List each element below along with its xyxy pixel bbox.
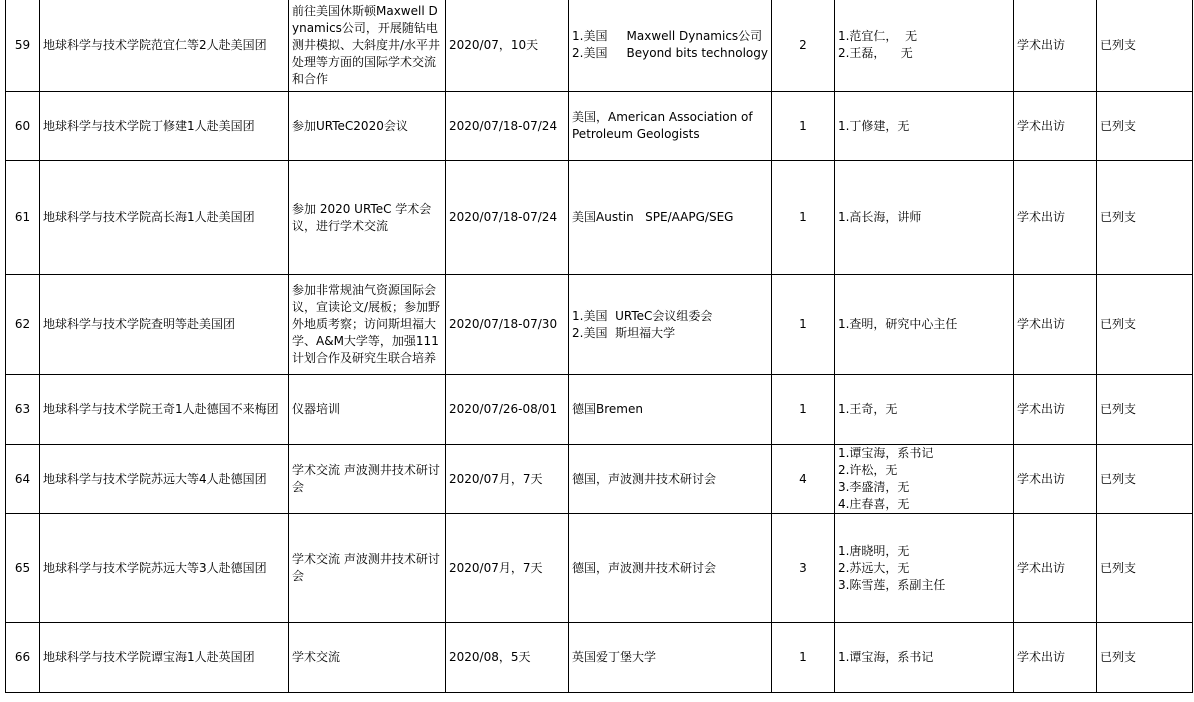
cell-status: 已列支 bbox=[1096, 623, 1192, 693]
members-line: 1.查明，研究中心主任 bbox=[837, 317, 958, 331]
members-line: 3.陈雪莲，系副主任 bbox=[837, 577, 946, 592]
dest-line: 美国Austin SPE/AAPG/SEG bbox=[572, 210, 734, 224]
cell-members bbox=[834, 92, 1013, 161]
cell-task: 仪器培训 bbox=[289, 375, 446, 445]
table-row bbox=[6, 161, 1193, 275]
cell-time: 2020/07月，7天 bbox=[446, 445, 569, 514]
cell-task: 学术交流 声波测井技术研讨会 bbox=[289, 514, 446, 623]
cell-task: 学术交流 声波测井技术研讨会 bbox=[289, 445, 446, 514]
cell-members bbox=[834, 161, 1013, 275]
cell-count: 1 bbox=[771, 623, 834, 693]
members-line: 4.庄春喜，无 bbox=[837, 497, 910, 511]
cell-time: 2020/07月，7天 bbox=[446, 514, 569, 623]
cell-no: 62 bbox=[6, 275, 40, 375]
cell-count: 1 bbox=[771, 375, 834, 445]
cell-members bbox=[834, 275, 1013, 375]
cell-no: 61 bbox=[6, 161, 40, 275]
cell-task: 参加URTeC2020会议 bbox=[289, 92, 446, 161]
dest-line: 德国，声波测井技术研讨会 bbox=[572, 560, 717, 575]
cell-team: 地球科学与技术学院苏远大等3人赴德国团 bbox=[40, 514, 289, 623]
cell-status: 已列支 bbox=[1096, 275, 1192, 375]
cell-dest bbox=[569, 275, 772, 375]
dest-line: 英国爱丁堡大学 bbox=[572, 650, 657, 664]
cell-team: 地球科学与技术学院丁修建1人赴美国团 bbox=[40, 92, 289, 161]
cell-time: 2020/07/18-07/24 bbox=[446, 92, 569, 161]
cell-no: 63 bbox=[6, 375, 40, 445]
cell-no: 64 bbox=[6, 445, 40, 514]
members-line: 3.李盛清，无 bbox=[837, 480, 910, 494]
cell-dest bbox=[569, 623, 772, 693]
cell-count: 1 bbox=[771, 92, 834, 161]
members-line: 1.范宜仁， 无 bbox=[837, 29, 918, 43]
table-row bbox=[6, 514, 1193, 623]
dest-line: 德国Bremen bbox=[572, 402, 643, 416]
cell-dest bbox=[569, 92, 772, 161]
cell-time: 2020/07，10天 bbox=[446, 0, 569, 92]
cell-type: 学术出访 bbox=[1013, 275, 1096, 375]
cell-members bbox=[834, 445, 1013, 514]
cell-dest bbox=[569, 0, 772, 92]
cell-count: 2 bbox=[771, 0, 834, 92]
cell-status: 已列支 bbox=[1096, 445, 1192, 514]
cell-count: 3 bbox=[771, 514, 834, 623]
members-line: 1.王奇，无 bbox=[837, 402, 898, 416]
cell-task: 学术交流 bbox=[289, 623, 446, 693]
table-row bbox=[6, 275, 1193, 375]
dest-line: 1.美国 Maxwell Dynamics公司 bbox=[572, 29, 763, 43]
table-body bbox=[6, 0, 1193, 693]
members-line: 2.许松，无 bbox=[837, 463, 898, 477]
cell-status: 已列支 bbox=[1096, 92, 1192, 161]
cell-time: 2020/08，5天 bbox=[446, 623, 569, 693]
cell-type: 学术出访 bbox=[1013, 92, 1096, 161]
cell-time: 2020/07/18-07/30 bbox=[446, 275, 569, 375]
cell-time: 2020/07/18-07/24 bbox=[446, 161, 569, 275]
cell-type: 学术出访 bbox=[1013, 375, 1096, 445]
cell-dest bbox=[569, 161, 772, 275]
cell-members bbox=[834, 0, 1013, 92]
cell-type: 学术出访 bbox=[1013, 0, 1096, 92]
dest-line: 2.美国 Beyond bits technology bbox=[572, 46, 768, 60]
cell-task: 参加 2020 URTeC 学术会议，进行学术交流 bbox=[289, 161, 446, 275]
cell-team: 地球科学与技术学院王奇1人赴德国不来梅团 bbox=[40, 375, 289, 445]
cell-count: 4 bbox=[771, 445, 834, 514]
members-line: 1.谭宝海，系书记 bbox=[837, 446, 934, 460]
cell-type: 学术出访 bbox=[1013, 623, 1096, 693]
cell-no: 66 bbox=[6, 623, 40, 693]
members-line: 2.苏远大，无 bbox=[837, 560, 910, 575]
cell-status: 已列支 bbox=[1096, 0, 1192, 92]
cell-members bbox=[834, 514, 1013, 623]
table-row bbox=[6, 0, 1193, 92]
cell-dest bbox=[569, 514, 772, 623]
dest-line: 1.美国 URTeC会议组委会 bbox=[572, 308, 713, 323]
cell-type: 学术出访 bbox=[1013, 161, 1096, 275]
cell-type: 学术出访 bbox=[1013, 514, 1096, 623]
cell-no: 60 bbox=[6, 92, 40, 161]
members-line: 1.谭宝海，系书记 bbox=[837, 650, 934, 664]
cell-dest bbox=[569, 445, 772, 514]
cell-members bbox=[834, 623, 1013, 693]
cell-type: 学术出访 bbox=[1013, 445, 1096, 514]
dest-line: 2.美国 斯坦福大学 bbox=[572, 325, 676, 340]
cell-time: 2020/07/26-08/01 bbox=[446, 375, 569, 445]
dest-line: Petroleum Geologists bbox=[572, 127, 700, 141]
cell-team: 地球科学与技术学院查明等赴美国团 bbox=[40, 275, 289, 375]
cell-status: 已列支 bbox=[1096, 514, 1192, 623]
table-row bbox=[6, 445, 1193, 514]
cell-task: 前往美国休斯顿Maxwell Dynamics公司，开展随钻电测井模拟、大斜度井/水平井处理等方面的国际学术交流和合作 bbox=[289, 0, 446, 92]
cell-dest bbox=[569, 375, 772, 445]
cell-no: 65 bbox=[6, 514, 40, 623]
cell-team: 地球科学与技术学院范宜仁等2人赴美国团 bbox=[40, 0, 289, 92]
cell-count: 1 bbox=[771, 161, 834, 275]
cell-no: 59 bbox=[6, 0, 40, 92]
cell-members bbox=[834, 375, 1013, 445]
table-row bbox=[6, 92, 1193, 161]
cell-status: 已列支 bbox=[1096, 161, 1192, 275]
members-line: 2.王磊， 无 bbox=[837, 46, 913, 60]
dest-line: 美国，American Association of bbox=[572, 110, 753, 124]
cell-team: 地球科学与技术学院高长海1人赴美国团 bbox=[40, 161, 289, 275]
cell-team: 地球科学与技术学院苏远大等4人赴德国团 bbox=[40, 445, 289, 514]
cell-team: 地球科学与技术学院谭宝海1人赴英国团 bbox=[40, 623, 289, 693]
members-line: 1.高长海，讲师 bbox=[837, 210, 922, 224]
members-line: 1.唐晓明，无 bbox=[837, 543, 910, 558]
dest-line: 德国，声波测井技术研讨会 bbox=[572, 471, 717, 486]
cell-status: 已列支 bbox=[1096, 375, 1192, 445]
cell-task: 参加非常规油气资源国际会议，宣读论文/展板；参加野外地质考察；访问斯坦福大学、A&M大学等，加强111计划合作及研究生联合培养 bbox=[289, 275, 446, 375]
cell-count: 1 bbox=[771, 275, 834, 375]
delegation-table bbox=[5, 0, 1193, 693]
members-line: 1.丁修建，无 bbox=[837, 118, 910, 133]
table-row bbox=[6, 623, 1193, 693]
table-row bbox=[6, 375, 1193, 445]
